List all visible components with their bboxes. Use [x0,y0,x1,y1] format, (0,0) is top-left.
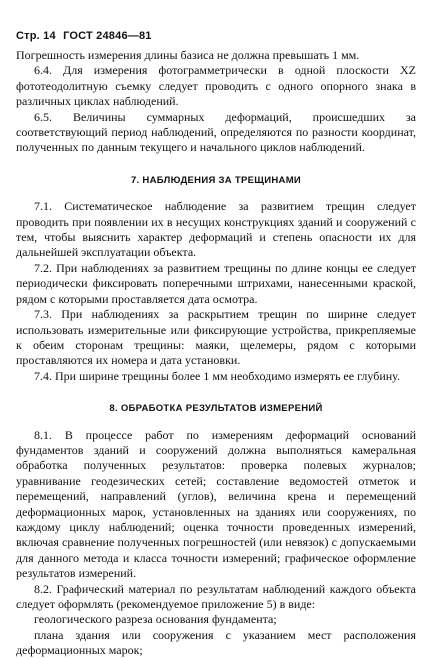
page-header [16,30,156,42]
paragraph-7-1: 7.1. Систематическое наблюдение за развитием трещин следует проводить при появлении их в несущих конструкциях зданий и сооружений с тем, чтобы выяснить характер деформаций и степень опасности их для дальнейшей эксплуатации объекта. [16,199,416,260]
document-body [16,48,416,659]
paragraph-7-2: 7.2. При наблюдениях за развитием трещины по длине концы ее следует периодически фиксировать поперечными штрихами, нанесенными краской, рядом с которыми проставляется дата осмотра. [16,260,416,306]
paragraph-6-5: 6.5. Величины суммарных деформаций, происшедших за соответствующий период наблюдений, определяются по разности координат, полученных по данным текущего и начального циклов наблюдений. [16,109,416,155]
paragraph-8-1: 8.1. В процессе работ по измерениям деформаций оснований фундаментов зданий и сооружений должна выполняться камеральная обработка полученных результатов: проверка полевых журналов; уравнивание геодезических сетей; составление ведомостей отметок и перемещений, направлений (углов), величина крена и перемещений деформационных марок, установленных на зданиях или сооружениях, по каждому циклу наблюдений; оценка точности проведенных измерений, включая сравнение полученных погрешностей (или невязок) с допускаемыми для данного метода и класса точности измерений; графическое оформление результатов измерений. [16,427,416,581]
list-item-building-plan: плана здания или сооружения с указанием мест расположения деформационных марок; [16,627,416,658]
paragraph-6-3-continuation: Погрешность измерения длины базиса не должна превышать 1 мм. [16,48,360,62]
paragraph-7-3: 7.3. При наблюдениях за раскрытием трещин по ширине следует использовать измерительные или фиксирующие устройства, прикрепляемые к обеим сторонам трещины: маяки, щелемеры, рядом с которыми проставляются их номера и дата установки. [16,307,416,368]
page-number: Стр. 14 [16,30,56,42]
paragraph-8-2: 8.2. Графический материал по результатам наблюдений каждого объекта следует оформлять (рекомендуемое приложение 5) в виде: [16,581,416,611]
section-8-title: 8. ОБРАБОТКА РЕЗУЛЬТАТОВ ИЗМЕРЕНИЙ [109,403,323,415]
list-item-geological-section: геологического разреза основания фундамента; [34,612,277,627]
section-7-title: 7. НАБЛЮДЕНИЯ ЗА ТРЕЩИНАМИ [130,174,302,186]
standard-code: ГОСТ 24846—81 [63,30,152,42]
paragraph-6-4: 6.4. Для измерения фотограмметрически в одной плоскости XZ фототеодолитную съемку следует проводить с одного опорного знака в различных циклах наблюдений. [16,63,416,109]
paragraph-7-4: 7.4. При ширине трещины более 1 мм необходимо измерять ее глубину. [34,368,400,383]
